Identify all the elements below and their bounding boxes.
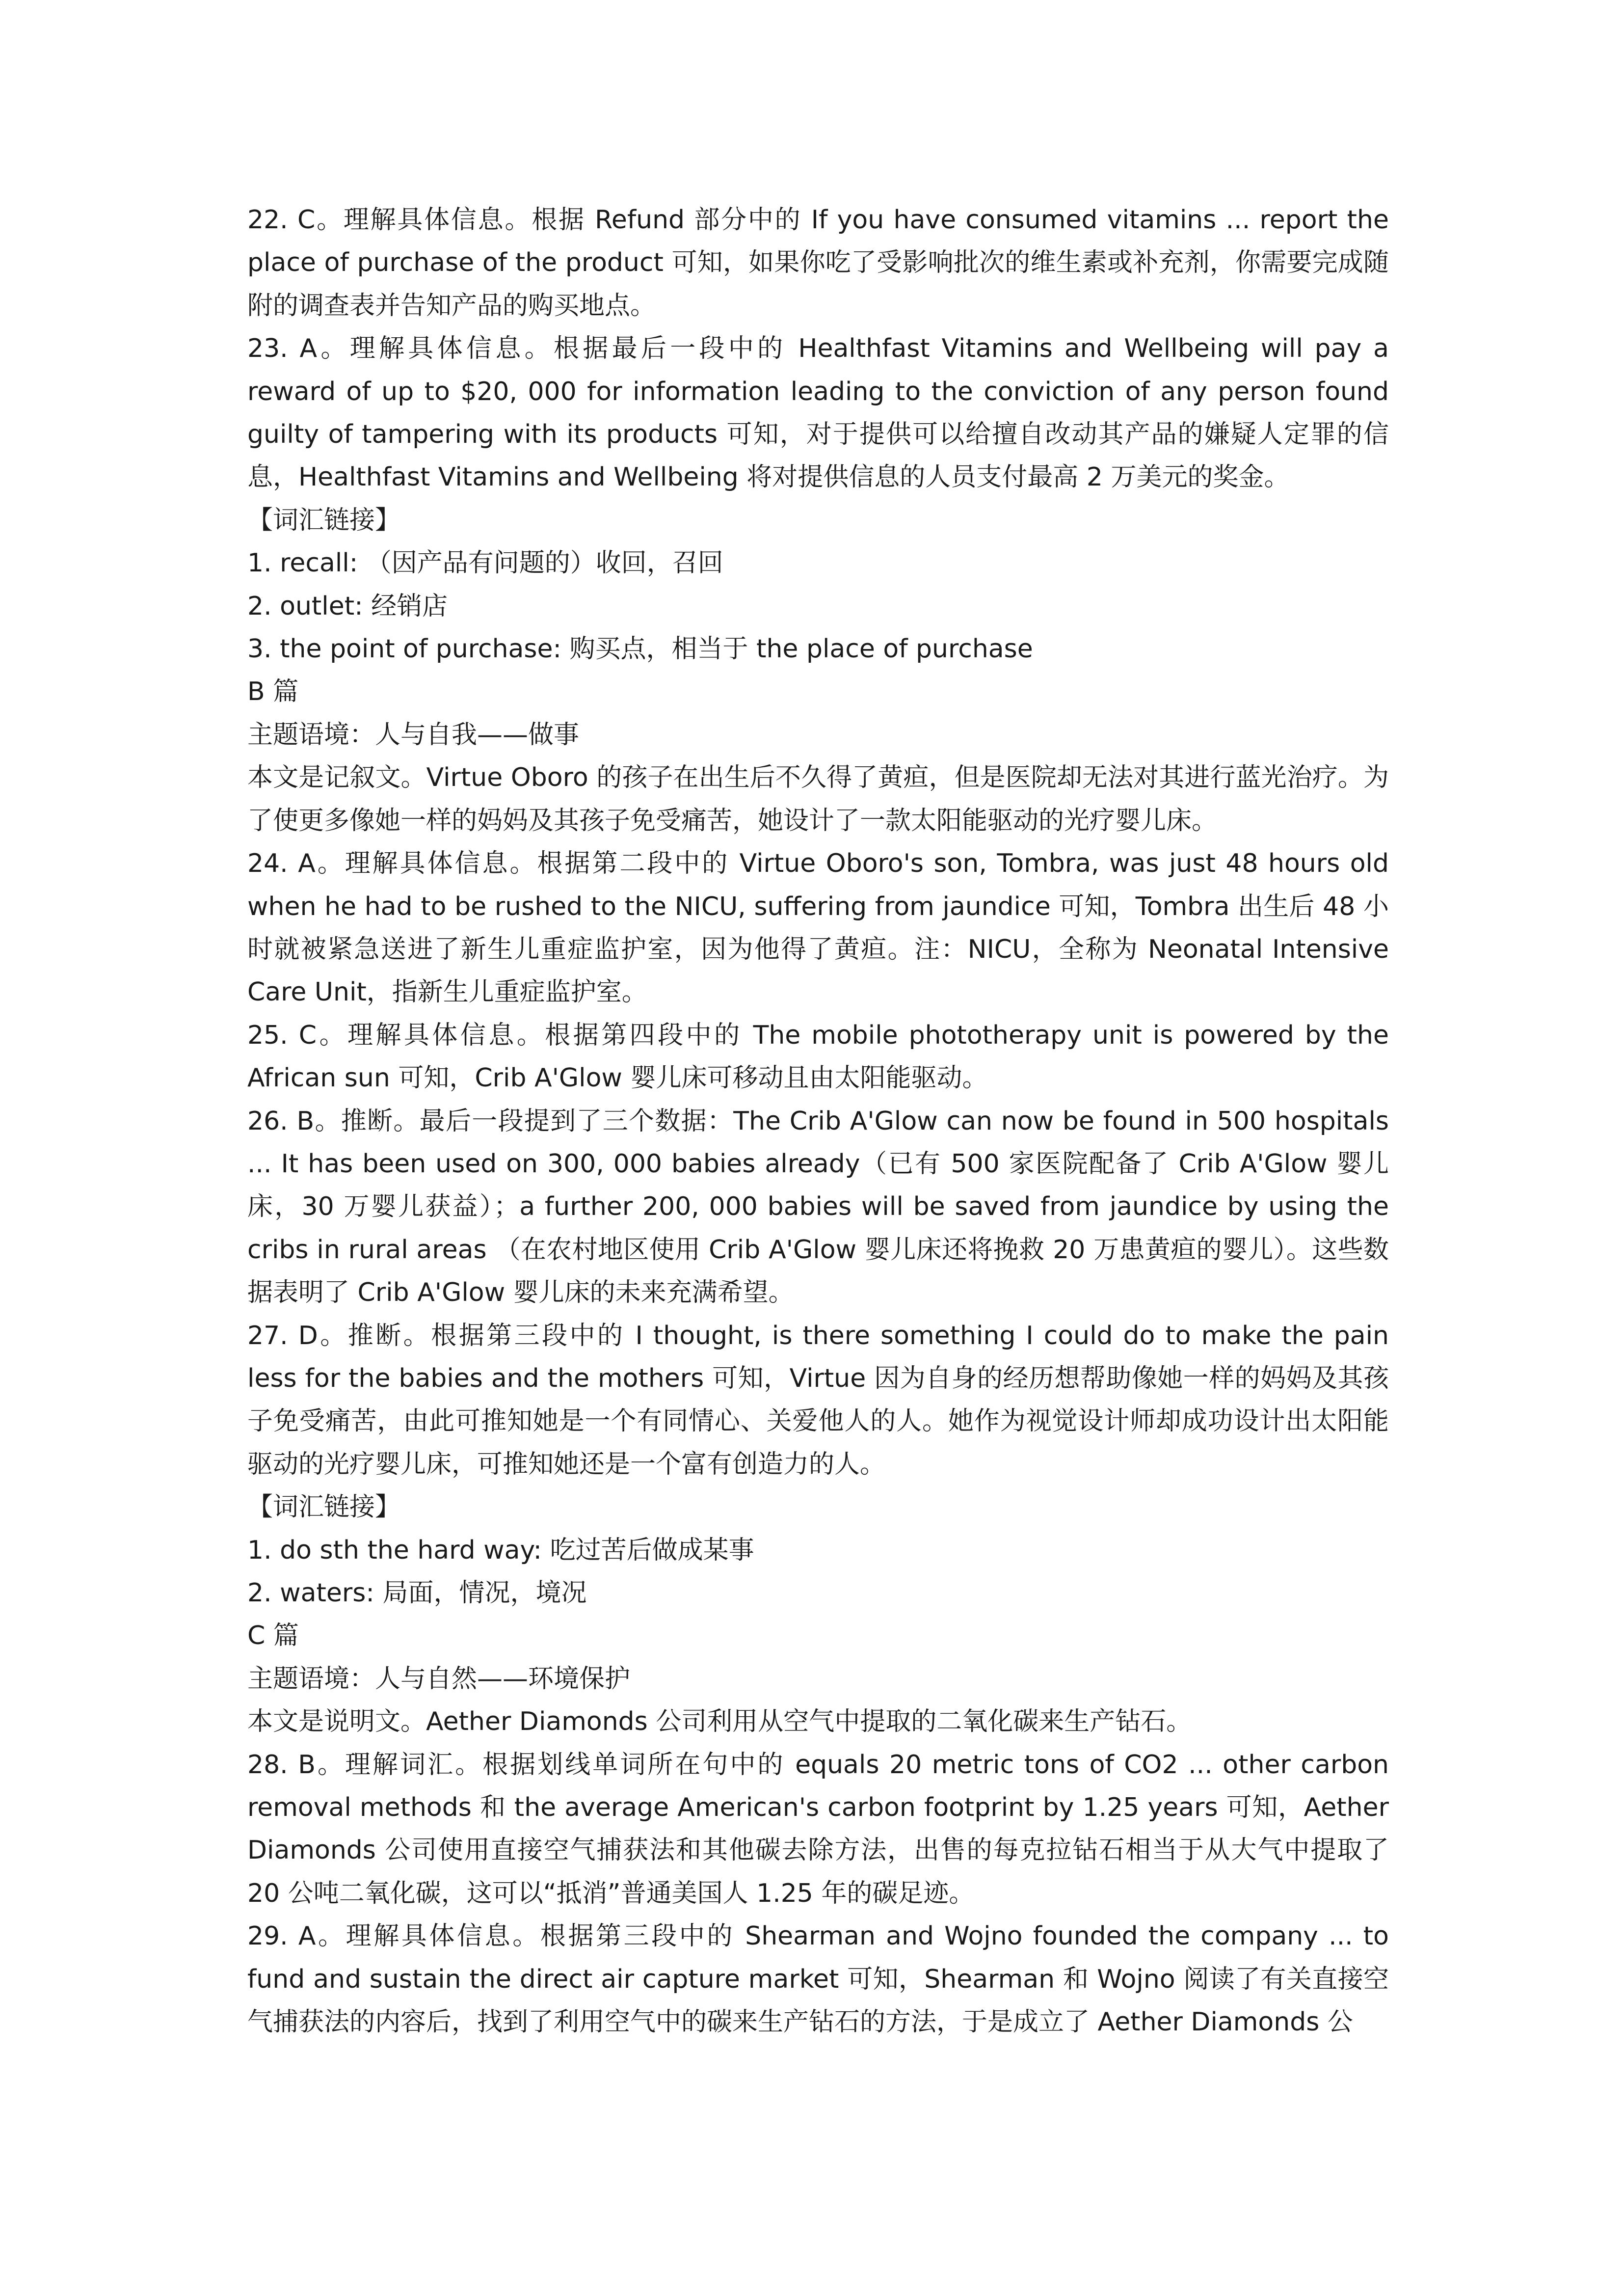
vocabulary-item: 1. do sth the hard way: 吃过苦后做成某事 [247,1535,754,1565]
vocabulary-heading: 【词汇链接】 [247,1492,401,1522]
explanation-28: 28. B。理解词汇。根据划线单词所在句中的 equals 20 metric tons of CO2 ... other carbon removal methods 和 the average American's carbon footprint by 1.25 years 可知，Aether Diamonds 公司使用直接空气捕获法和其他碳去除方法，出售的每克拉钻石相当于从大气中提取了 20 公吨二氧化碳，这可以“抵消”普通美国人 1.25 年的碳足迹。 [247,1750,1389,1908]
explanation-25: 25. C。理解具体信息。根据第四段中的 The mobile phototherapy unit is powered by the African sun 可知，Crib A'Glow 婴儿床可移动且由太阳能驱动。 [247,1020,1389,1093]
passage-summary: 本文是说明文。Aether Diamonds 公司利用从空气中提取的二氧化碳来生产钻石。 [247,1707,1192,1737]
section-heading-b: B 篇 [247,677,299,707]
explanation-23: 23. A。理解具体信息。根据最后一段中的 Healthfast Vitamins and Wellbeing will pay a reward of up to $20, 000 for information leading to the conviction of any person found guilty of tampering with its products 可知，对于提供可以给擅自改动其产品的嫌疑人定罪的信息，Healthfast Vitamins and Wellbeing 将对提供信息的人员支付最高 2 万美元的奖金。 [247,334,1389,492]
explanation-24: 24. A。理解具体信息。根据第二段中的 Virtue Oboro's son, Tombra, was just 48 hours old when he had to be rushed to the NICU, suffering from jaundice 可知，Tombra 出生后 48 小时就被紧急送进了新生儿重症监护室，因为他得了黄疸。注：NICU，全称为 Neonatal Intensive Care Unit，指新生儿重症监护室。 [247,849,1389,1007]
vocabulary-item: 2. outlet: 经销店 [247,591,448,621]
explanation-27: 27. D。推断。根据第三段中的 I thought, is there something I could do to make the pain less for the babies and the mothers 可知，Virtue 因为自身的经历想帮助像她一样的妈妈及其孩子免受痛苦，由此可推知她是一个有同情心、关爱他人的人。她作为视觉设计师却成功设计出太阳能驱动的光疗婴儿床，可推知她还是一个富有创造力的人。 [247,1321,1389,1479]
theme-context: 主题语境：人与自我——做事 [247,720,580,750]
explanation-29: 29. A。理解具体信息。根据第三段中的 Shearman and Wojno founded the company ... to fund and sustain the direct air capture market 可知，Shearman 和 Wojno 阅读了有关直接空气捕获法的内容后，找到了利用空气中的碳来生产钻石的方法，于是成立了 Aether Diamonds 公 [247,1921,1389,2037]
vocabulary-item: 3. the point of purchase: 购买点，相当于 the place of purchase [247,634,1033,664]
answer-explanation-text [247,199,1389,2044]
vocabulary-heading: 【词汇链接】 [247,505,401,535]
vocabulary-item: 2. waters: 局面，情况，境况 [247,1578,587,1608]
vocabulary-item: 1. recall: （因产品有问题的）收回，召回 [247,548,723,578]
explanation-26: 26. B。推断。最后一段提到了三个数据：The Crib A'Glow can now be found in 500 hospitals ... It has been used on 300, 000 babies already（已有 500 家医院配备了 Crib A'Glow 婴儿床，30 万婴儿获益）；a further 200, 000 babies will be saved from jaundice by using the cribs in rural areas （在农村地区使用 Crib A'Glow 婴儿床还将挽救 20 万患黄疸的婴儿）。这些数据表明了 Crib A'Glow 婴儿床的未来充满希望。 [247,1106,1389,1308]
section-heading-c: C 篇 [247,1621,299,1651]
explanation-22: 22. C。理解具体信息。根据 Refund 部分中的 If you have consumed vitamins ... report the place of purchase of the product 可知，如果你吃了受影响批次的维生素或补充剂，你需要完成随附的调查表并告知产品的购买地点。 [247,205,1389,321]
passage-summary: 本文是记叙文。Virtue Oboro 的孩子在出生后不久得了黄疸，但是医院却无法对其进行蓝光治疗。为了使更多像她一样的妈妈及其孩子免受痛苦，她设计了一款太阳能驱动的光疗婴儿床。 [247,763,1389,836]
theme-context: 主题语境：人与自然——环境保护 [247,1664,631,1694]
